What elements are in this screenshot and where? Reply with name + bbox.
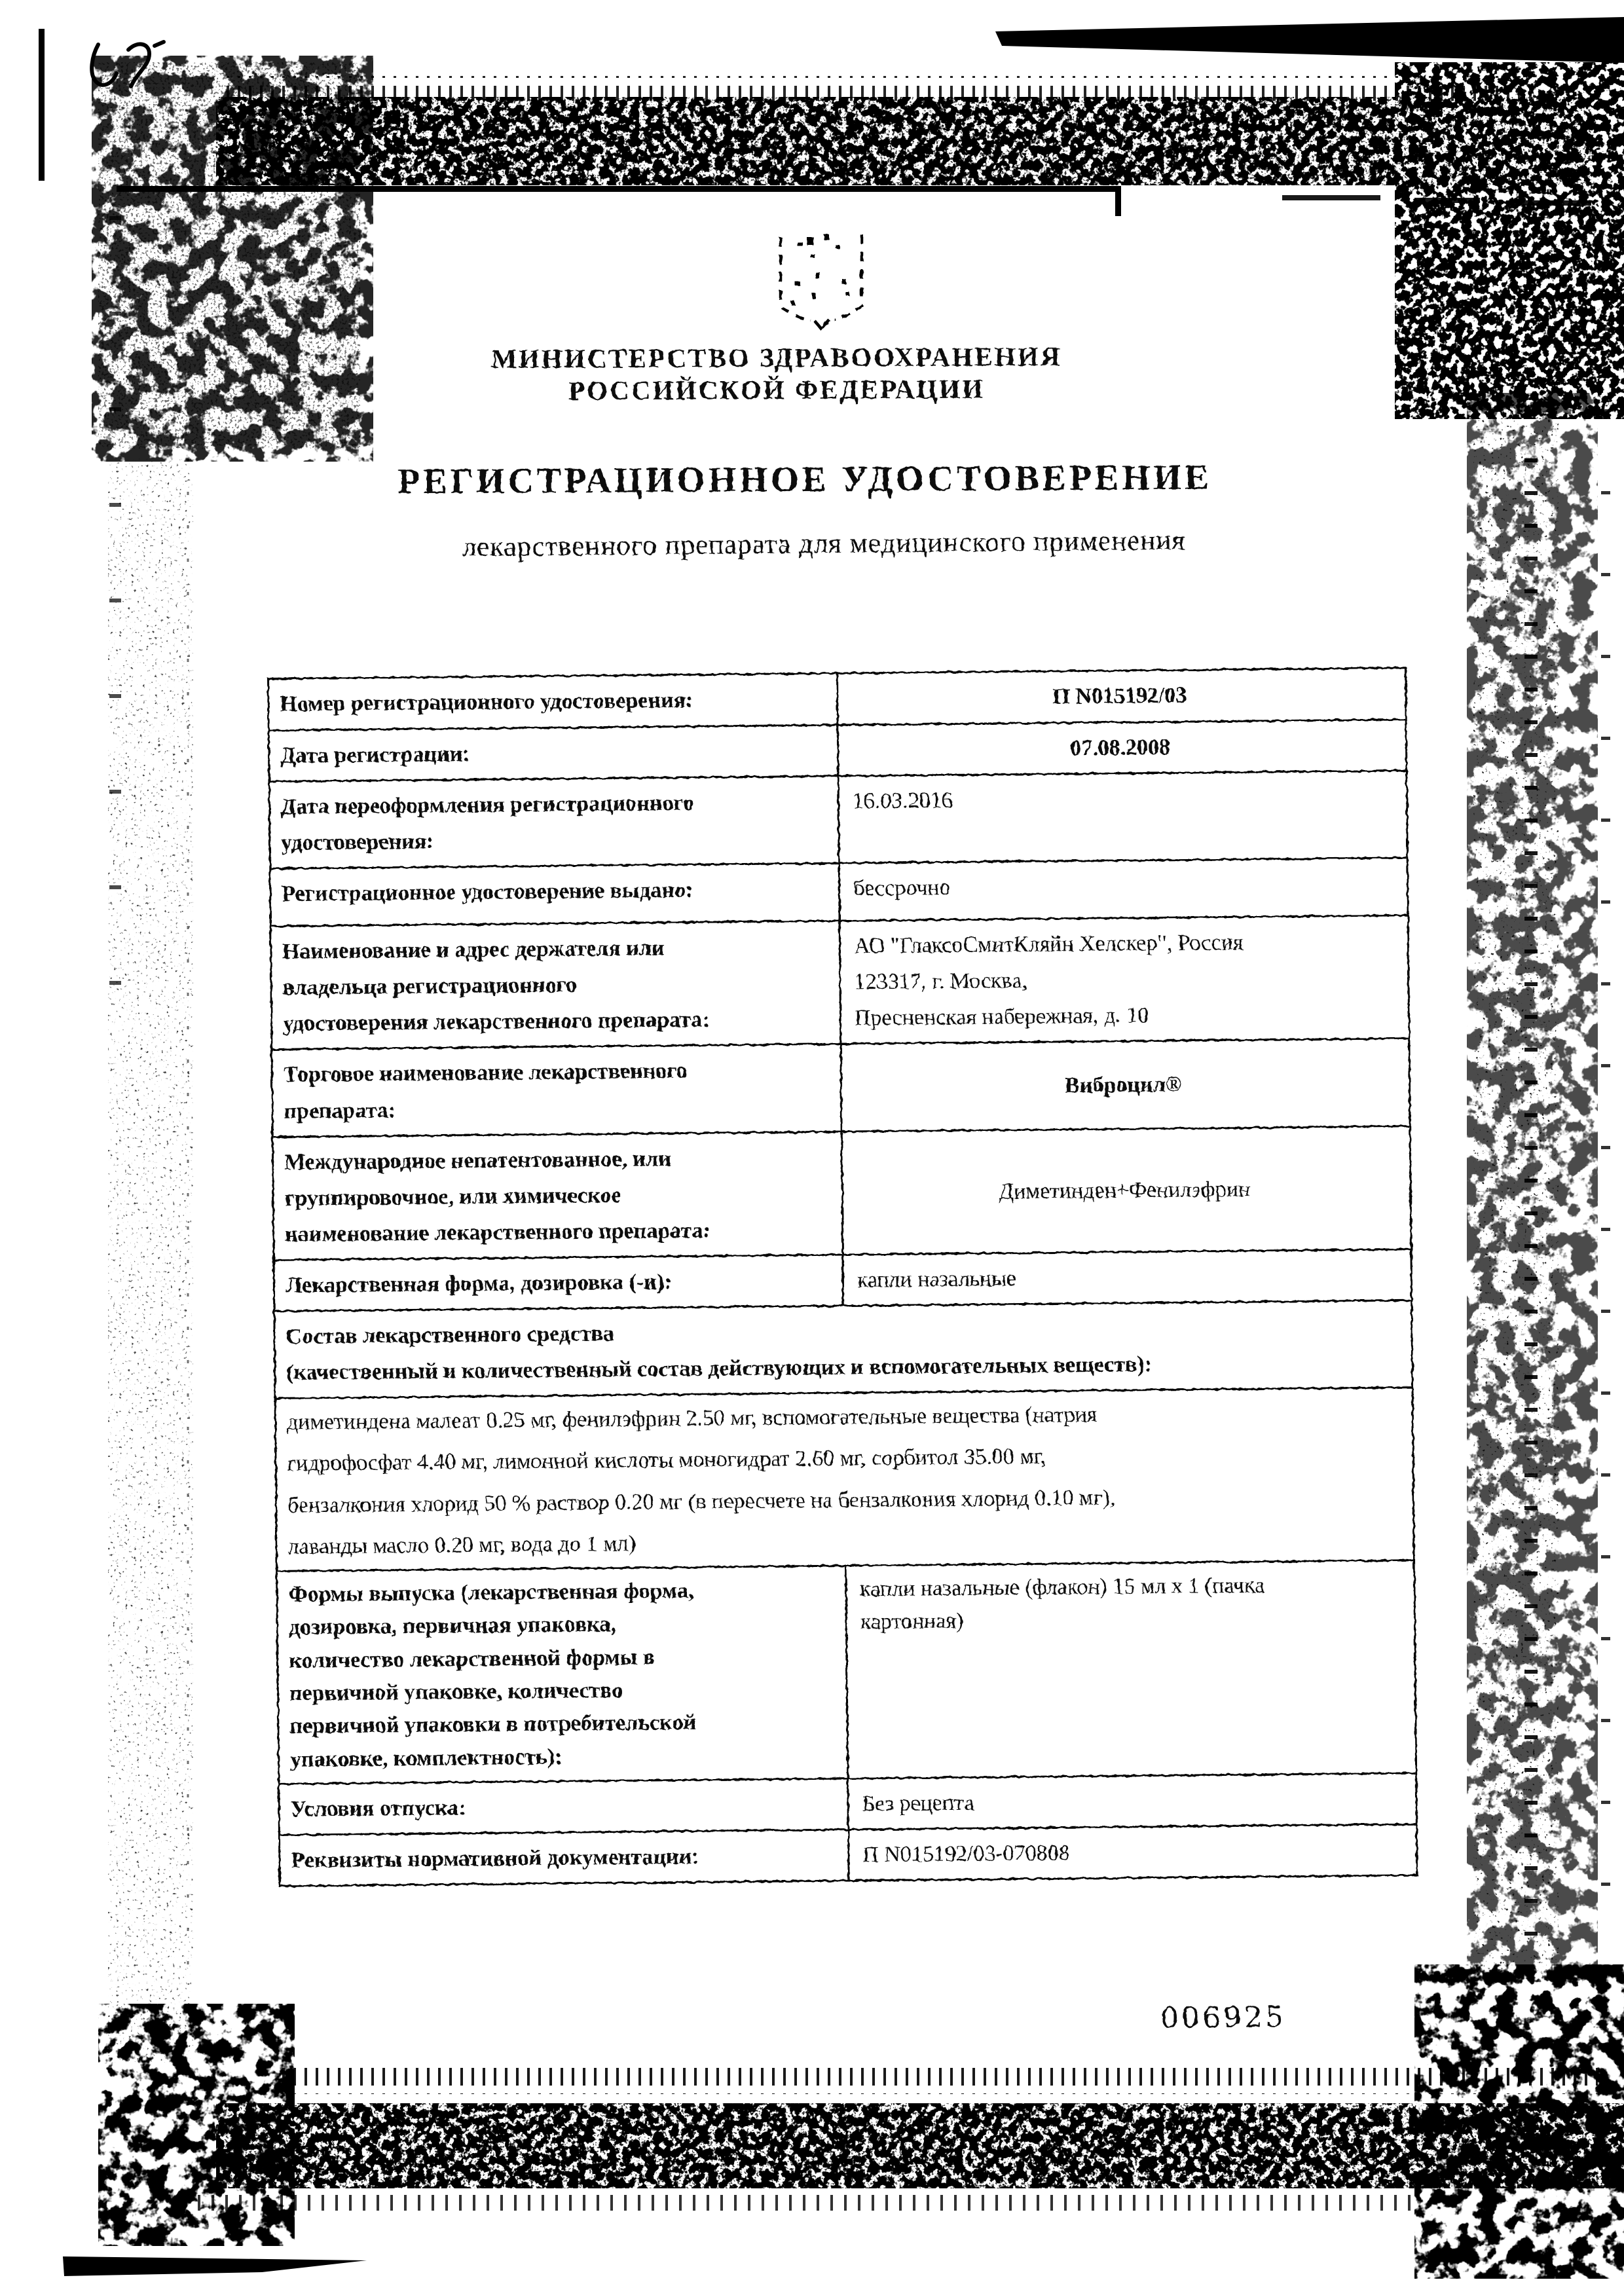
row-value: бессрочно bbox=[838, 859, 1407, 920]
row-label: Реквизиты нормативной документации: bbox=[291, 1844, 699, 1873]
document-title: РЕГИСТРАЦИОННОЕ УДОСТОВЕРЕНИЕ bbox=[397, 456, 1212, 502]
row-label: Международное непатентованное, или группировочное, или химическое наименование лекарственного препарата: bbox=[284, 1146, 710, 1247]
registration-table bbox=[267, 667, 1418, 1887]
row-value: П N015192/03 bbox=[836, 669, 1405, 724]
composition-body: диметиндена малеат 0.25 мг, фенилэфрин 2.50 мг, вспомогательные вещества (натрия гидрофосфат 4.40 мг, лимонной кислоты моногидрат 2.60 мг, сорбитол 35.00 мг, бензалкония хлорид 50 % раствор 0.20 мг (в пересчете на бензалкония хлорид 0.10 мг), лаванды масло 0.20 мг, вода до 1 мл) bbox=[286, 1402, 1116, 1559]
row-value: П N015192/03-070808 bbox=[847, 1825, 1416, 1879]
row-label: Формы выпуска (лекарственная форма, дозировка, первичная упаковка, количество лекарственной формы в первичной упаковке, количество первичной упаковки в потребительской упаковке, комплектность): bbox=[288, 1578, 697, 1772]
composition-header: Состав лекарственного средства (качественный и количественный состав действующих и вспомогательных веществ): bbox=[286, 1321, 1153, 1385]
form-serial-number: 006925 bbox=[1160, 2000, 1287, 2036]
ministry-name: МИНИСТЕРСТВО ЗДРАВООХРАНЕНИЯ РОССИЙСКОЙ ФЕДЕРАЦИИ bbox=[491, 341, 1062, 406]
table-row-release-forms bbox=[278, 1559, 1415, 1783]
state-emblem-icon bbox=[773, 229, 871, 333]
table-row-holder-name-address bbox=[272, 915, 1409, 1049]
row-value: 16.03.2016 bbox=[837, 771, 1406, 862]
row-value: Виброцил® bbox=[840, 1040, 1409, 1130]
table-row-composition-header bbox=[275, 1299, 1411, 1397]
row-label: Условия отпуска: bbox=[290, 1795, 466, 1822]
row-label: Торговое наименование лекарственного препарата: bbox=[283, 1059, 688, 1124]
table-row-dosage-form bbox=[275, 1248, 1411, 1310]
table-row-composition-body bbox=[276, 1386, 1413, 1570]
row-label: Лекарственная форма, дозировка (-и): bbox=[285, 1269, 672, 1298]
table-row-inn-name bbox=[274, 1125, 1411, 1259]
row-value: Без рецепта bbox=[847, 1774, 1416, 1828]
document-subtitle: лекарственного препарата для медицинского применения bbox=[462, 524, 1186, 563]
table-row-issued-for bbox=[271, 857, 1407, 926]
table-row-dispensing-conditions bbox=[280, 1772, 1416, 1834]
row-label: Дата переоформления регистрационного удостоверения: bbox=[280, 790, 695, 855]
row-value: Диметинден+Фенилэфрин bbox=[841, 1127, 1411, 1254]
row-label: Дата регистрации: bbox=[280, 742, 470, 768]
row-value: АО "ГлаксоСмитКляйн Хелскер", Россия 123317, г. Москва, Пресненская набережная, д. 10 bbox=[839, 917, 1409, 1044]
row-label: Наименование и адрес держателя или владельца регистрационного удостоверения лекарственного препарата: bbox=[282, 936, 710, 1037]
row-value: капли назальные bbox=[842, 1250, 1411, 1304]
row-label: Номер регистрационного удостоверения: bbox=[280, 688, 693, 716]
table-row-trade-name bbox=[272, 1038, 1409, 1136]
table-row-registration-date bbox=[270, 718, 1406, 781]
table-row-normative-docs bbox=[280, 1823, 1416, 1885]
table-row-reissue-date bbox=[270, 769, 1407, 868]
row-value: 07.08.2008 bbox=[837, 720, 1406, 775]
row-label: Регистрационное удостоверение выдано: bbox=[281, 878, 693, 907]
row-value: капли назальные (флакон) 15 мл х 1 (пачка картонная) bbox=[845, 1561, 1415, 1777]
